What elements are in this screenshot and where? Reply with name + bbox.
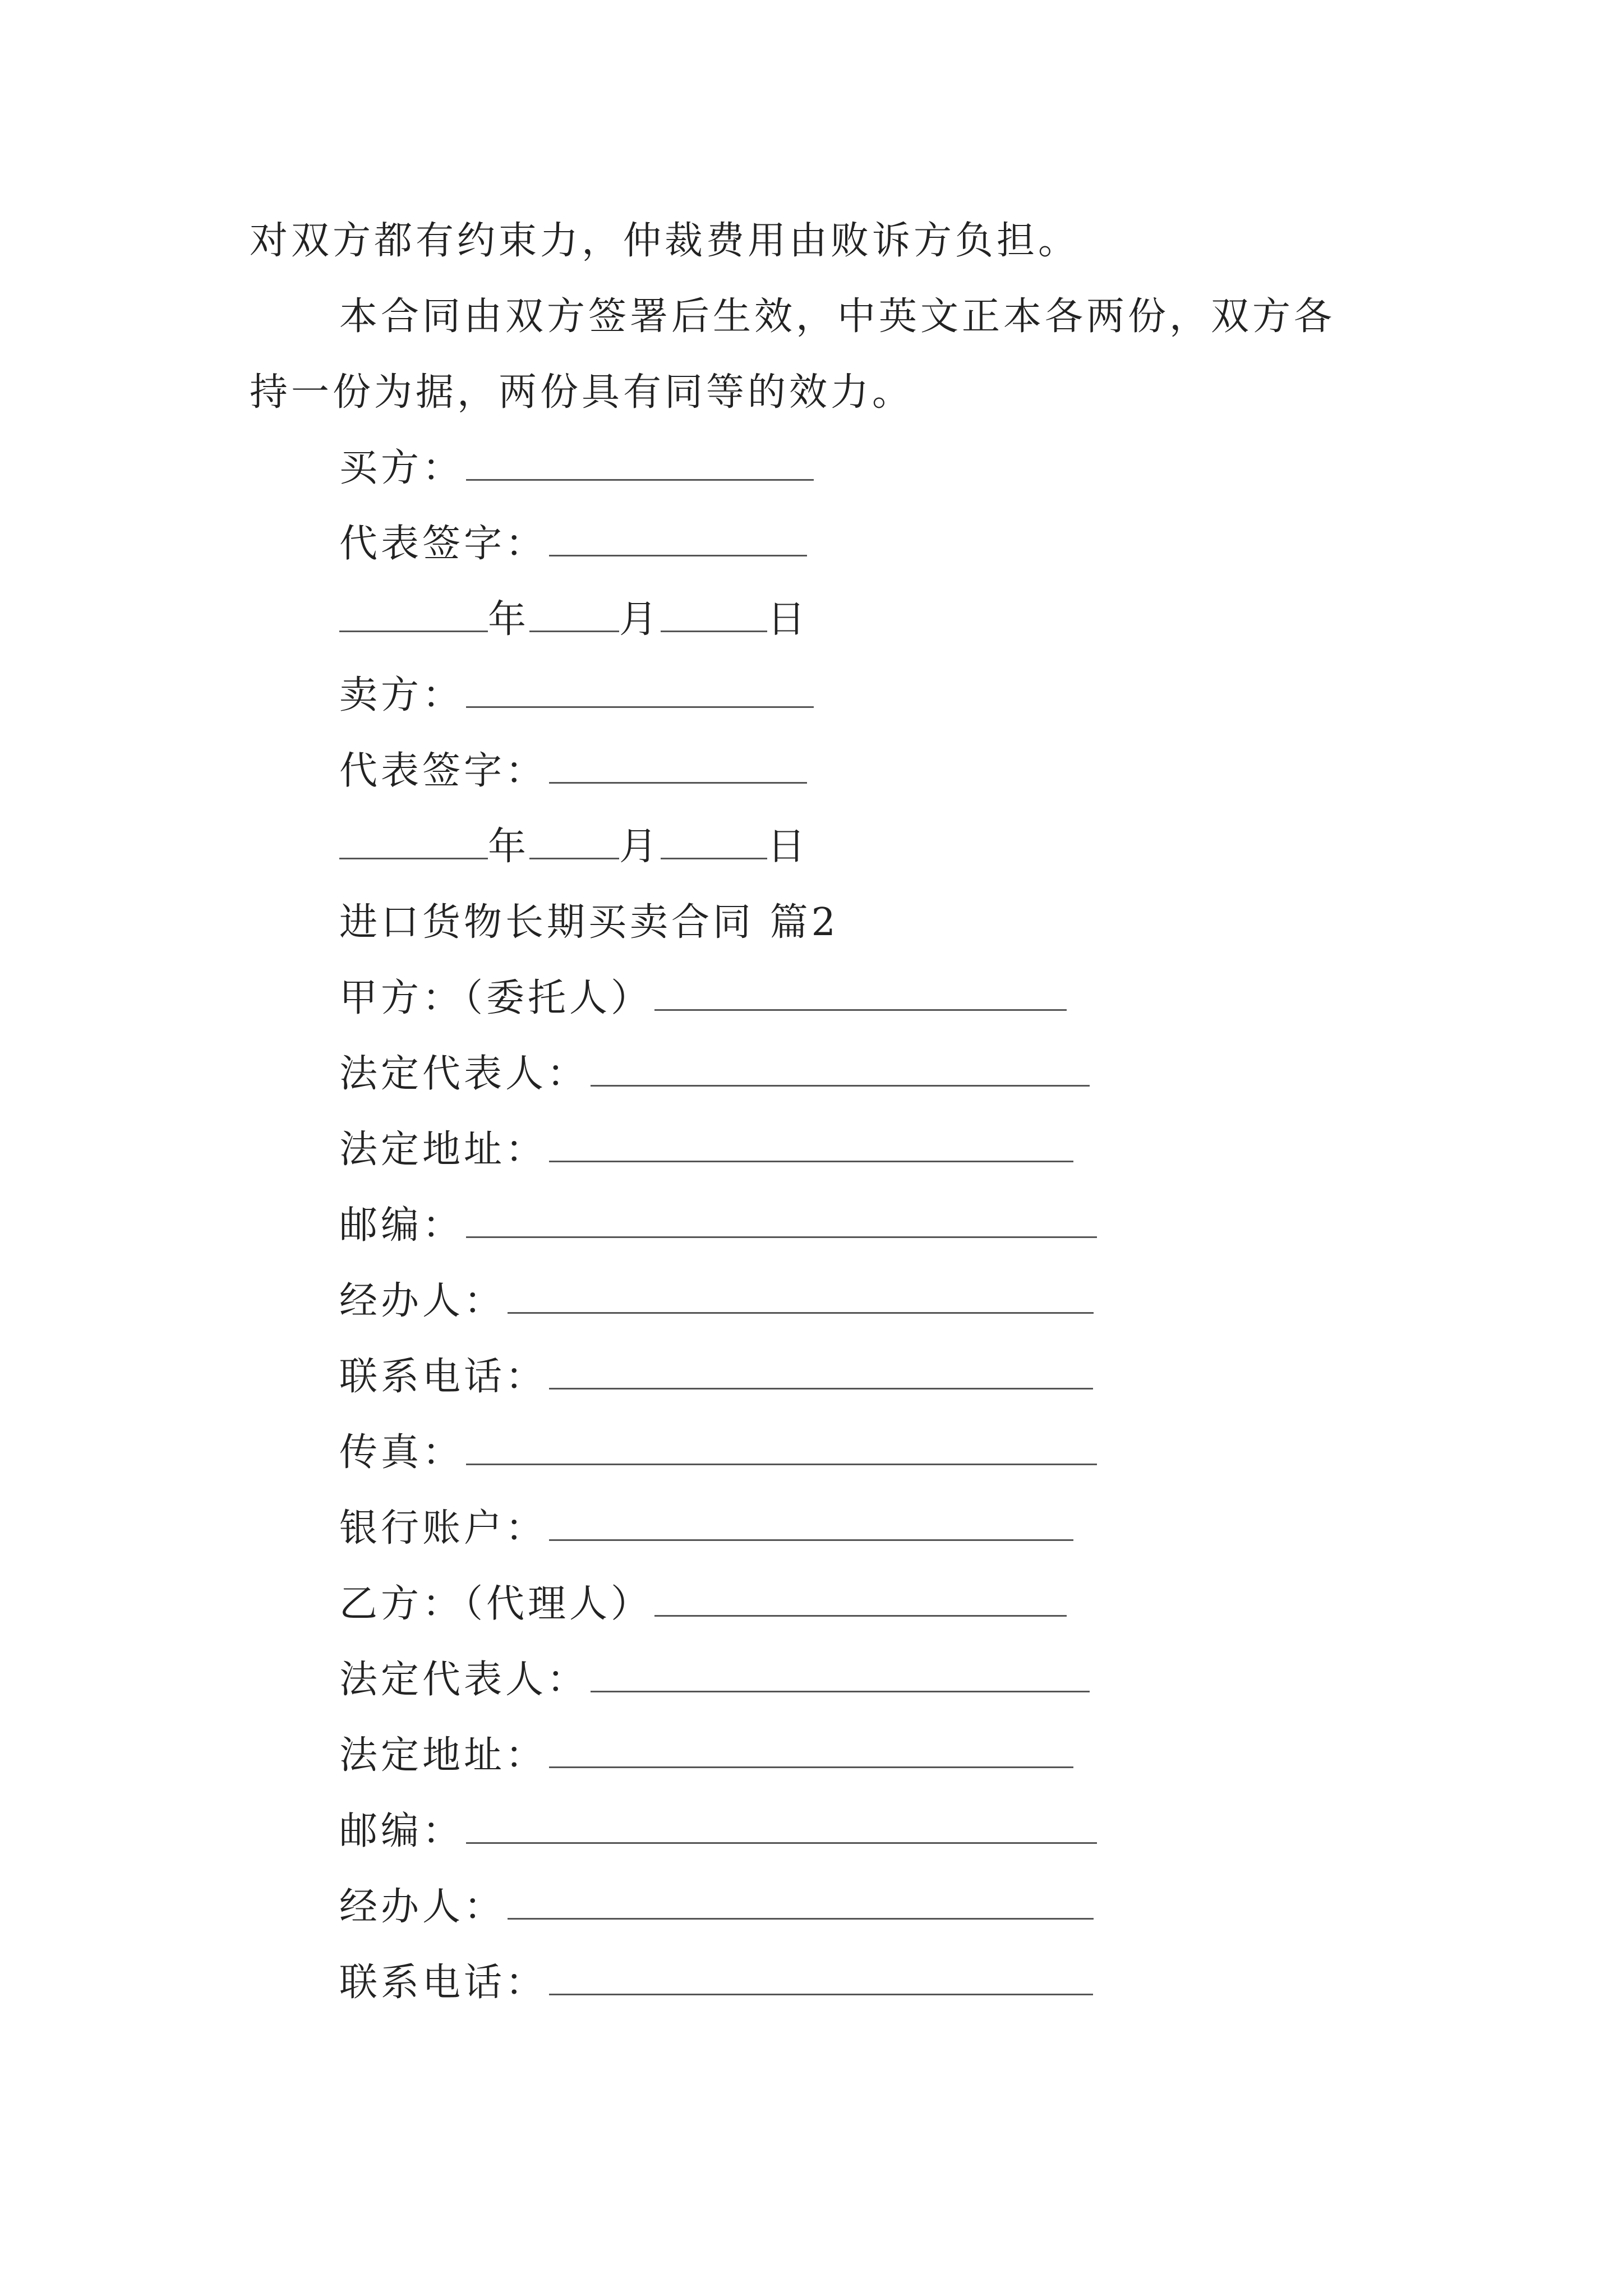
buyer-month-label: 月 [619, 597, 661, 642]
buyer-blank[interactable] [466, 445, 814, 481]
paragraph-effectiveness-line2: 持一份为据，两份具有同等的效力。 [250, 370, 914, 415]
seller-day-label: 日 [767, 825, 809, 869]
party-a-legal-rep-field [339, 1046, 1090, 1102]
party-a-label: 甲方：（委托人） [339, 976, 653, 1020]
party-a-fax-label: 传真： [339, 1430, 464, 1475]
party-a-bank-blank[interactable] [549, 1506, 1073, 1541]
party-b-field [339, 1576, 1067, 1632]
party-a-postcode-field [339, 1198, 1097, 1254]
party-a-postcode-blank[interactable] [466, 1203, 1097, 1238]
party-b-address-blank[interactable] [549, 1733, 1073, 1768]
party-b-legal-rep-label: 法定代表人： [339, 1658, 589, 1702]
party-b-label: 乙方：（代理人） [339, 1582, 653, 1626]
buyer-date-field [339, 592, 809, 648]
party-a-handler-label: 经办人： [339, 1279, 506, 1323]
party-b-postcode-blank[interactable] [466, 1809, 1097, 1844]
buyer-year-label: 年 [488, 597, 530, 642]
party-b-legal-rep-blank[interactable] [591, 1657, 1090, 1692]
seller-day-blank[interactable] [661, 824, 767, 859]
party-a-fax-field [339, 1425, 1097, 1481]
seller-sign-blank[interactable] [549, 748, 807, 784]
seller-date-field [339, 819, 809, 875]
party-b-postcode-label: 邮编： [339, 1809, 464, 1853]
party-b-handler-field [339, 1879, 1094, 1935]
party-a-fax-blank[interactable] [466, 1430, 1097, 1465]
seller-sign-field [339, 743, 807, 799]
party-b-legal-rep-field [339, 1652, 1090, 1708]
party-a-legal-rep-label: 法定代表人： [339, 1052, 589, 1096]
party-a-address-blank[interactable] [549, 1127, 1073, 1162]
party-a-address-field [339, 1122, 1073, 1178]
party-a-phone-label: 联系电话： [339, 1355, 547, 1399]
party-b-phone-field [339, 1955, 1093, 2011]
buyer-sign-blank[interactable] [549, 521, 807, 556]
seller-field [339, 668, 814, 724]
seller-sign-label: 代表签字： [339, 749, 547, 793]
buyer-sign-label: 代表签字： [339, 522, 547, 566]
buyer-label: 买方： [339, 446, 464, 490]
party-a-phone-blank[interactable] [549, 1354, 1093, 1389]
party-a-bank-field [339, 1501, 1073, 1557]
paragraph-effectiveness-line1: 本合同由双方签署后生效，中英文正本各两份，双方各 [339, 295, 1336, 339]
party-b-address-label: 法定地址： [339, 1733, 547, 1778]
party-b-address-field [339, 1728, 1073, 1784]
party-a-legal-rep-blank[interactable] [591, 1051, 1090, 1087]
seller-month-blank[interactable] [529, 824, 619, 859]
party-a-phone-field [339, 1349, 1093, 1405]
buyer-year-blank[interactable] [339, 597, 488, 632]
seller-year-label: 年 [488, 825, 530, 869]
party-b-phone-label: 联系电话： [339, 1961, 547, 2005]
buyer-sign-field [339, 516, 807, 572]
buyer-day-label: 日 [767, 597, 809, 642]
seller-label: 卖方： [339, 673, 464, 717]
party-b-handler-label: 经办人： [339, 1885, 506, 1929]
buyer-field [339, 440, 814, 496]
party-b-phone-blank[interactable] [549, 1960, 1093, 1995]
party-a-address-label: 法定地址： [339, 1128, 547, 1172]
buyer-month-blank[interactable] [529, 597, 619, 632]
seller-year-blank[interactable] [339, 824, 488, 859]
paragraph-arbitration-cost: 对双方都有约束力，仲裁费用由败诉方负担。 [250, 219, 1080, 263]
seller-blank[interactable] [466, 673, 814, 708]
party-a-handler-blank[interactable] [508, 1278, 1094, 1314]
section-title: 进口货物长期买卖合同 篇2 [339, 900, 839, 945]
seller-month-label: 月 [619, 825, 661, 869]
party-b-blank[interactable] [654, 1581, 1067, 1617]
party-b-handler-blank[interactable] [508, 1884, 1094, 1920]
party-a-postcode-label: 邮编： [339, 1203, 464, 1248]
buyer-day-blank[interactable] [661, 597, 767, 632]
party-a-bank-label: 银行账户： [339, 1506, 547, 1550]
party-b-postcode-field [339, 1803, 1097, 1860]
party-a-field [339, 970, 1067, 1027]
party-a-handler-field [339, 1273, 1094, 1329]
party-a-blank[interactable] [654, 976, 1067, 1011]
